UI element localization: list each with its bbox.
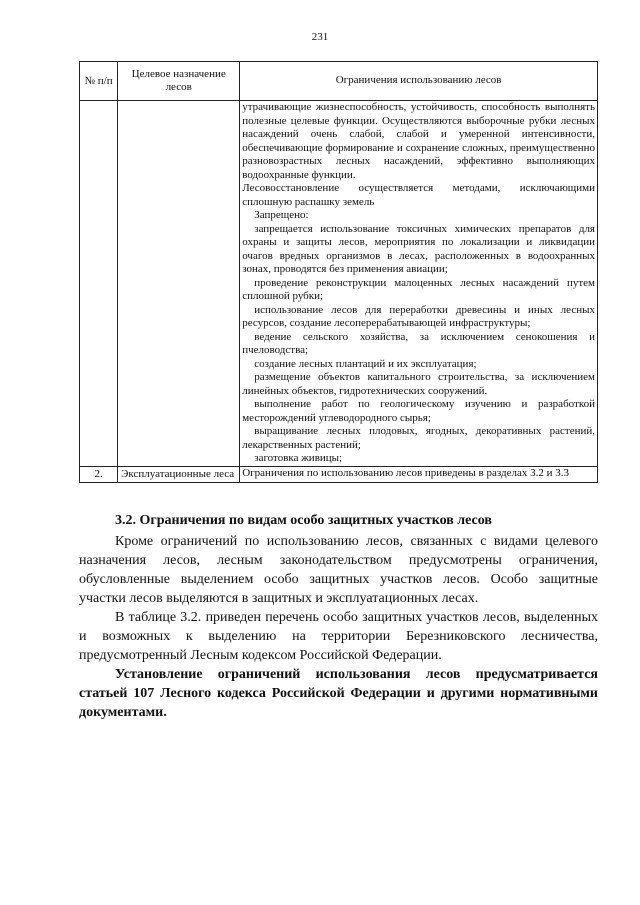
table-row: [80, 101, 598, 467]
restriction-paragraph: размещение объектов капитального строительства, за исключением линейных объектов, гидротехнических сооружений.: [242, 371, 595, 397]
restriction-paragraph: проведение реконструкции малоценных лесных насаждений путем сплошной рубки;: [242, 276, 595, 302]
header-purpose: Целевое назначение лесов: [118, 62, 240, 101]
row2-purpose: Эксплуатационные леса: [118, 466, 240, 483]
section-body: [79, 532, 598, 722]
body-paragraph-text: Установление ограничений использования лесов предусматривается статьей 107 Лесного кодекса Российской Федерации и другими нормативными документами.: [79, 667, 598, 720]
body-paragraph: [79, 665, 598, 722]
table-header-row: [80, 62, 598, 101]
restriction-paragraph: использование лесов для переработки древесины и иных лесных ресурсов, создание лесоперерабатывающей инфраструктуры;: [242, 303, 595, 329]
restriction-paragraph: Лесовосстановление осуществляется методами, исключающими сплошную распашку земель: [242, 182, 595, 208]
page-number: 231: [311, 31, 329, 43]
restriction-paragraph: ведение сельского хозяйства, за исключением сенокошения и пчеловодства;: [242, 330, 595, 356]
row1-num: [80, 101, 118, 467]
row2-restrictions: Ограничения по использованию лесов приведены в разделах 3.2 и 3.3: [240, 466, 598, 483]
restrictions-table: [79, 61, 598, 483]
body-paragraph: В таблице 3.2. приведен перечень особо защитных участков лесов, выделенных и возможных к выделению на территории Березниковского лесничества, предусмотренный Лесным кодексом Российской Федерации.: [79, 610, 598, 663]
section-title: 3.2. Ограничения по видам особо защитных участков лесов: [115, 513, 492, 528]
restriction-paragraph: заготовка живицы;: [254, 452, 343, 464]
body-paragraph: Кроме ограничений по использованию лесов, связанных с видами целевого назначения лесов, лесным законодательством предусмотрены ограничения, обусловленные выделением особо защитных участков лесов. Особо защитные участки лесов выделяются в защитных и эксплуатационных лесах.: [79, 534, 598, 606]
restriction-paragraph: Запрещено:: [254, 209, 309, 221]
restriction-paragraph: запрещается использование токсичных химических препаратов для охраны и защиты лесов, мероприятия по локализации и ликвидации очагов вредных организмов в лесах, расположенных в водоохранных зонах, проводятся без применения авиации;: [242, 222, 595, 275]
header-num: № п/п: [80, 62, 118, 101]
restriction-paragraph: выполнение работ по геологическому изучению и разработкой месторождений углеводородного сырья;: [242, 398, 595, 424]
restriction-paragraph: утрачивающие жизнеспособность, устойчивость, способность выполнять полезные целевые функции. Осуществляются выборочные рубки лесных насаждений очень слабой, слабой и умеренной интенсивности, обеспечивающие формирование и сохранение сложных, преимущественно разновозрастных лесных насаждений, эффективно выполняющих водоохранные функции.: [242, 101, 595, 181]
restriction-paragraph: выращивание лесных плодовых, ягодных, декоративных растений, лекарственных растений;: [242, 425, 595, 451]
table-row: [80, 466, 598, 483]
restriction-paragraph: создание лесных плантаций и их эксплуатация;: [254, 357, 477, 370]
row1-restrictions: [240, 101, 598, 467]
row1-purpose: [118, 101, 240, 467]
header-restrictions: Ограничения использованию лесов: [240, 62, 598, 101]
row2-num: 2.: [80, 466, 118, 483]
